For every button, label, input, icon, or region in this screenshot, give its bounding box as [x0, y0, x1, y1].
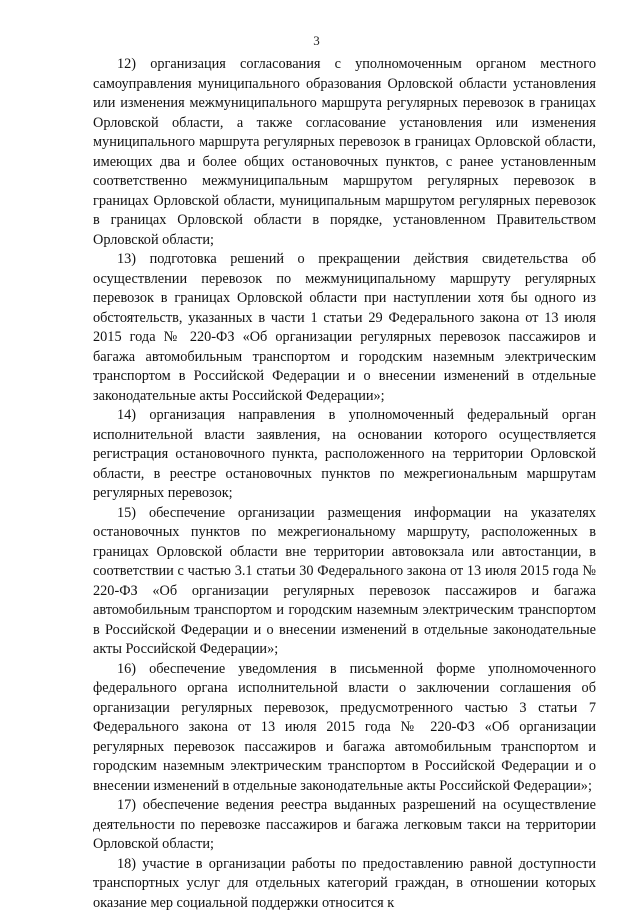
- paragraph-item-15: 15) обеспечение организации размещения информации на указателях остановочных пунктов по межрегиональному маршруту, расположенных в границах Орловской области вне территории автовокзала или автостанции, в соответствии с частью 3.1 статьи 30 Федерального закона от 13 июля 2015 года № 220-ФЗ «Об организации регулярных перевозок пассажиров и багажа автомобильным транспортом и городским наземным электрическим транспортом в Российской Федерации и о внесении изменений в отдельные законодательные акты Российской Федерации»;: [93, 504, 596, 660]
- paragraph-item-13: 13) подготовка решений о прекращении действия свидетельства об осуществлении перевозок по межмуниципальному маршруту регулярных перевозок в границах Орловской области при наступлении хотя бы одного из обстоятельств, указанных в части 1 статьи 29 Федерального закона от 13 июля 2015 года № 220-ФЗ «Об организации регулярных перевозок пассажиров и багажа автомобильным транспортом и городским наземным электрическим транспортом в Российской Федерации и о внесении изменений в отдельные законодательные акты Российской Федерации»;: [93, 250, 596, 406]
- page-number: 3: [0, 33, 633, 49]
- paragraph-item-17: 17) обеспечение ведения реестра выданных разрешений на осуществление деятельности по перевозке пассажиров и багажа легковым такси на территории Орловской области;: [93, 796, 596, 855]
- paragraph-item-14: 14) организация направления в уполномоченный федеральный орган исполнительной власти заявления, на основании которого осуществляется регистрация остановочного пункта, расположенного на территории Орловской области, в реестре остановочных пунктов по межрегиональным маршрутам регулярных перевозок;: [93, 406, 596, 504]
- paragraph-item-18: 18) участие в организации работы по предоставлению равной доступности транспортных услуг для отдельных категорий граждан, в отношении которых оказание мер социальной поддержки относится к: [93, 855, 596, 913]
- paragraph-item-16: 16) обеспечение уведомления в письменной форме уполномоченного федерального органа исполнительной власти о заключении соглашения об организации регулярных перевозок, предусмотренного частью 3 статьи 7 Федерального закона от 13 июля 2015 года № 220-ФЗ «Об организации регулярных перевозок пассажиров и багажа автомобильным транспортом и городским наземным электрическим транспортом в Российской Федерации и о внесении изменений в отдельные законодательные акты Российской Федерации»;: [93, 660, 596, 797]
- document-body: [93, 55, 596, 913]
- paragraph-item-12: 12) организация согласования с уполномоченным органом местного самоуправления муниципального образования Орловской области установления или изменения межмуниципального маршрута регулярных перевозок в границах Орловской области, а также согласование установления или изменения муниципального маршрута регулярных перевозок в границах Орловской области, имеющих два и более общих остановочных пунктов, с ранее установленным соответственно межмуниципальным маршрутом регулярных перевозок в границах Орловской области, муниципальным маршрутом регулярных перевозок в границах Орловской области в порядке, установленном Правительством Орловской области;: [93, 55, 596, 250]
